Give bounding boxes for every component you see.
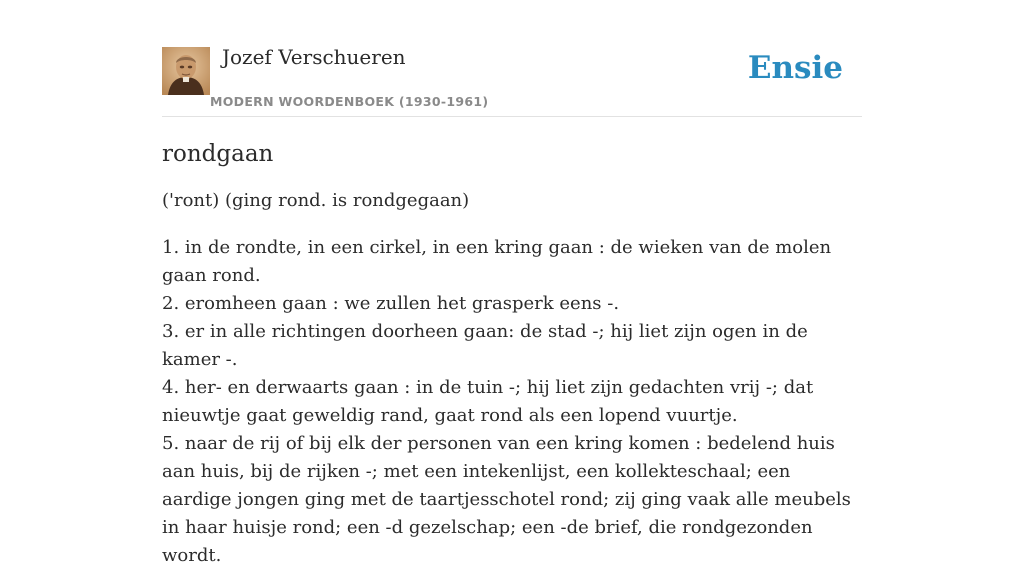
entry-content bbox=[162, 136, 862, 570]
avatar[interactable] bbox=[162, 47, 210, 95]
entry-title: rondgaan bbox=[162, 141, 274, 167]
source-dictionary[interactable]: MODERN WOORDENBOEK (1930-1961) bbox=[210, 94, 489, 109]
site-logo[interactable]: Ensie bbox=[747, 50, 843, 86]
definition-item: 1. in de rondte, in een cirkel, in een kring gaan : de wieken van de molen gaan rond. bbox=[162, 237, 832, 286]
author-portrait-icon bbox=[162, 47, 210, 95]
definition-item: 4. her- en derwaarts gaan : in de tuin -; hij liet zijn gedachten vrij -; dat nieuwtje gaat geweldig rand, gaat rond als een lopend vuurtje. bbox=[162, 377, 814, 426]
header bbox=[162, 44, 862, 117]
definition-item: 3. er in alle richtingen doorheen gaan: de stad -; hij liet zijn ogen in de kamer -. bbox=[162, 321, 808, 370]
entry-pronunciation: ('ront) (ging rond. is rondgegaan) bbox=[162, 190, 470, 211]
definition-item: 5. naar de rij of bij elk der personen van een kring komen : bedelend huis aan huis, bij de rijken -; met een intekenlijst, een kollekteschaal; een aardige jongen ging met de taartjesschotel rond; zij ging vaak alle meubels in haar huisje rond; een -d gezelschap; een -de brief, die rondgezonden wordt. bbox=[162, 433, 851, 566]
definitions-list bbox=[162, 234, 862, 570]
author-name[interactable]: Jozef Verschueren bbox=[222, 45, 406, 69]
definition-item: 2. eromheen gaan : we zullen het grasperk eens -. bbox=[162, 293, 620, 314]
